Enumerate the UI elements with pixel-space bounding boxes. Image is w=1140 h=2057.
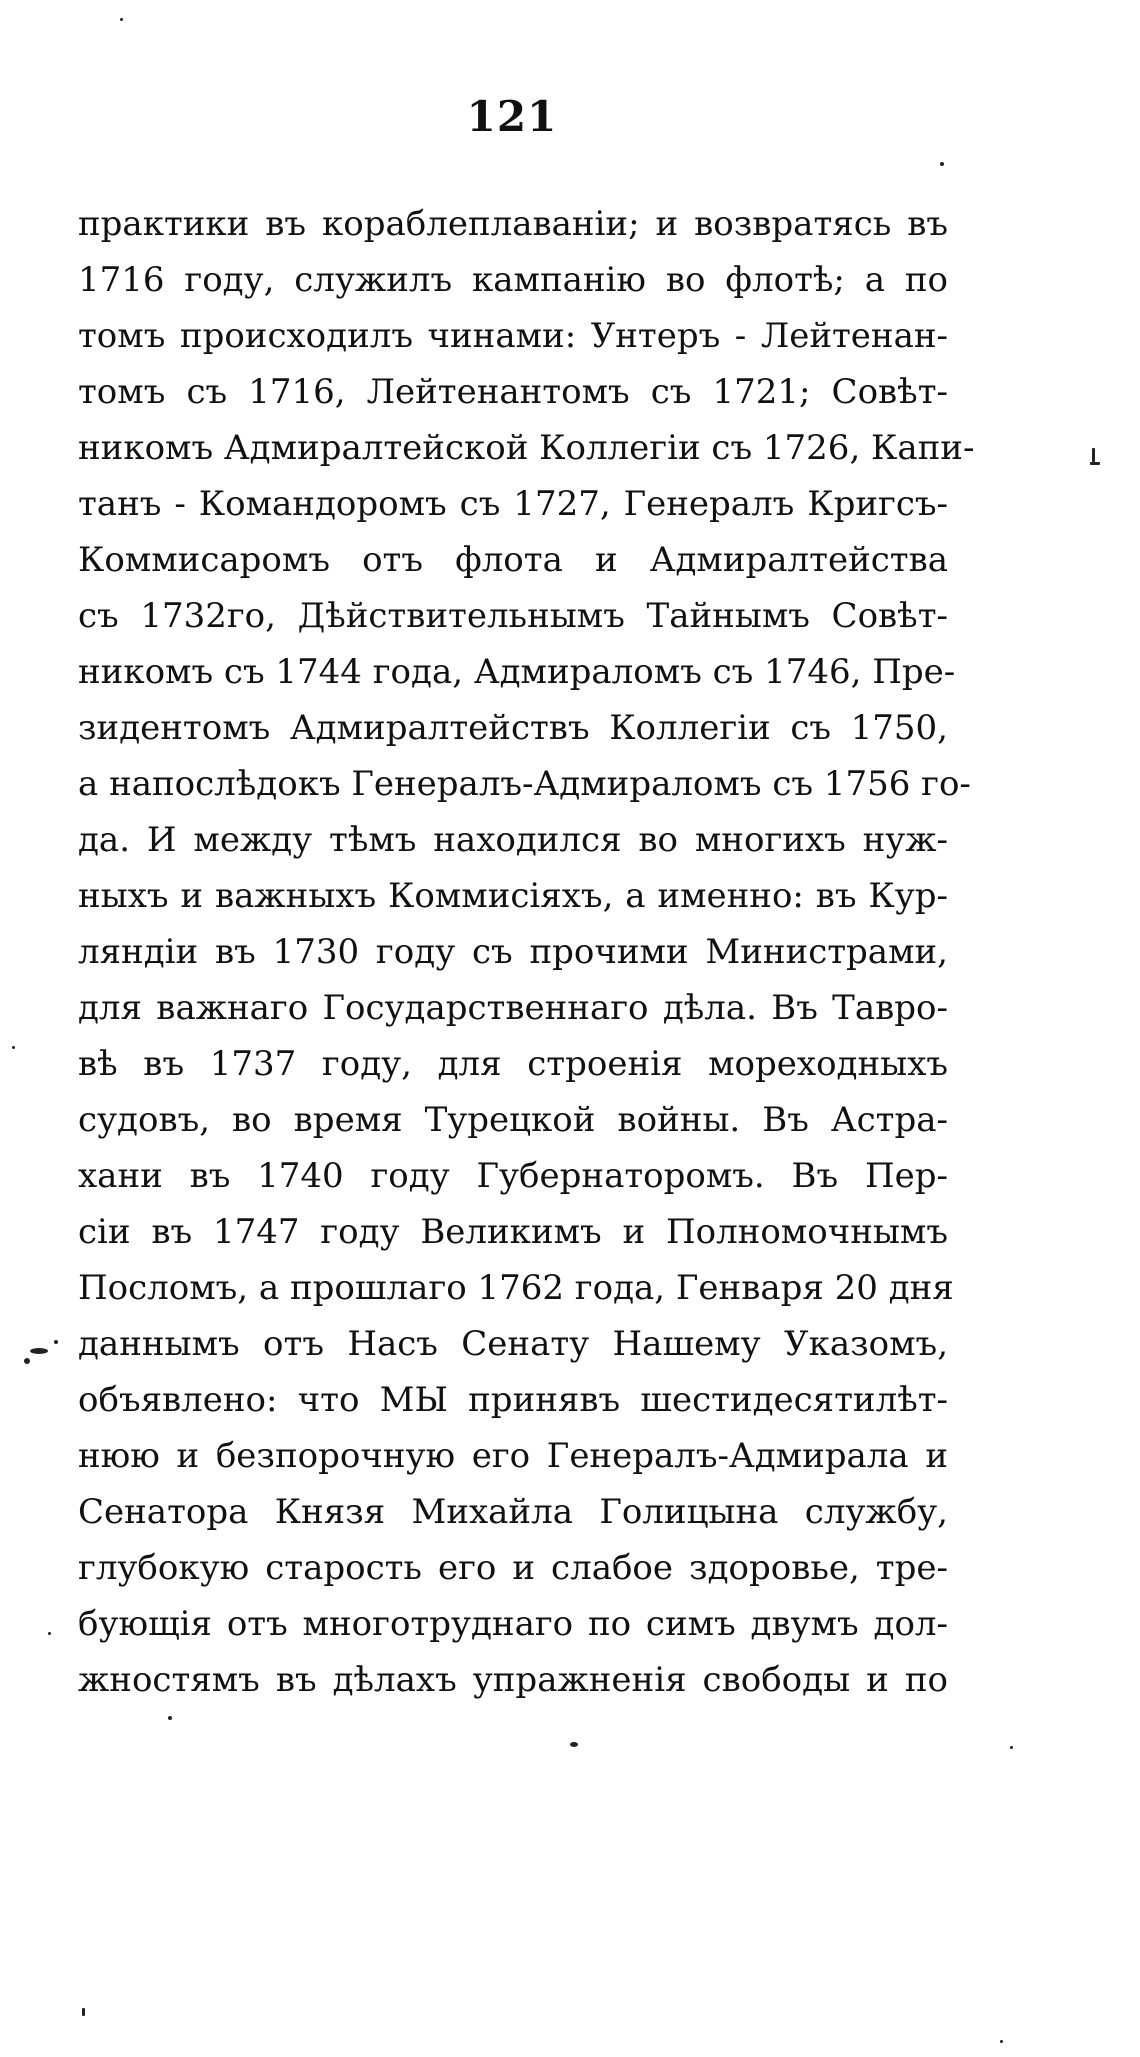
text-line: томъ съ 1716, Лейтенантомъ съ 1721; Совѣт- xyxy=(78,372,948,412)
scan-speck xyxy=(30,1348,48,1354)
text-line: нюю и безпорочную его Генералъ-Адмирала и xyxy=(78,1436,948,1476)
text-line: никомъ Адмиралтейской Коллегiи съ 1726, Капи- xyxy=(78,428,975,468)
text-line: объявлено: что МЫ принявъ шестидесятилѣт- xyxy=(78,1380,948,1420)
scan-speck xyxy=(1090,462,1100,465)
text-line: практики въ кораблеплаванiи; и возвратясь въ xyxy=(78,204,948,244)
text-line: бующiя отъ многотруднаго по симъ двумъ дол- xyxy=(78,1604,948,1644)
scan-speck xyxy=(1010,1746,1013,1749)
text-line: судовъ, во время Турецкой войны. Въ Астра- xyxy=(78,1100,948,1140)
text-line: томъ происходилъ чинами: Унтеръ - Лейтенан- xyxy=(78,316,948,356)
scan-speck xyxy=(570,1742,578,1747)
text-line: для важнаго Государственнаго дѣла. Въ Тавро- xyxy=(78,988,948,1028)
text-line: танъ - Командоромъ съ 1727, Генералъ Кригсъ- xyxy=(78,484,948,524)
scan-speck xyxy=(1092,448,1095,462)
page-number: 121 xyxy=(466,92,558,141)
scan-speck xyxy=(940,162,944,166)
text-line: 1716 году, служилъ кампанiю во флотѣ; а по xyxy=(78,260,948,300)
body-text xyxy=(78,196,975,1708)
scan-speck xyxy=(54,1340,58,1344)
text-line: жностямъ въ дѣлахъ упражненiя свободы и по xyxy=(78,1660,948,1700)
text-line: съ 1732го, Дѣйствительнымъ Тайнымъ Совѣт- xyxy=(78,596,948,636)
text-line: ныхъ и важныхъ Коммисiяхъ, а именно: въ Кур- xyxy=(78,876,948,916)
text-line: Сенатора Князя Михайла Голицына службу, xyxy=(78,1492,948,1532)
scan-speck xyxy=(48,1632,51,1635)
text-line: ляндiи въ 1730 году съ прочими Министрами, xyxy=(78,932,948,972)
scan-speck xyxy=(82,2008,85,2016)
text-line: хани въ 1740 году Губернаторомъ. Въ Пер- xyxy=(78,1156,948,1196)
text-line: зидентомъ Адмиралтействъ Коллегiи съ 1750, xyxy=(78,708,948,748)
text-line: сiи въ 1747 году Великимъ и Полномочнымъ xyxy=(78,1212,948,1252)
text-line: глубокую старость его и слабое здоровье, тре- xyxy=(78,1548,948,1588)
text-line: Коммисаромъ отъ флота и Адмиралтейства xyxy=(78,540,948,580)
scan-speck xyxy=(12,1046,15,1049)
scan-speck xyxy=(24,1358,30,1364)
scan-speck xyxy=(1000,2040,1003,2043)
text-line: никомъ съ 1744 года, Адмираломъ съ 1746, Пре- xyxy=(78,652,956,692)
text-line: Посломъ, а прошлаго 1762 года, Генваря 20 дня xyxy=(78,1268,954,1308)
scan-speck xyxy=(168,1716,172,1720)
text-line: вѣ въ 1737 году, для строенiя мореходныхъ xyxy=(78,1044,948,1084)
text-line: да. И между тѣмъ находился во многихъ нуж- xyxy=(78,820,948,860)
text-line: а напослѣдокъ Генералъ-Адмираломъ съ 1756 го- xyxy=(78,764,971,804)
text-line: даннымъ отъ Насъ Сенату Нашему Указомъ, xyxy=(78,1324,948,1364)
scan-speck xyxy=(120,18,123,21)
